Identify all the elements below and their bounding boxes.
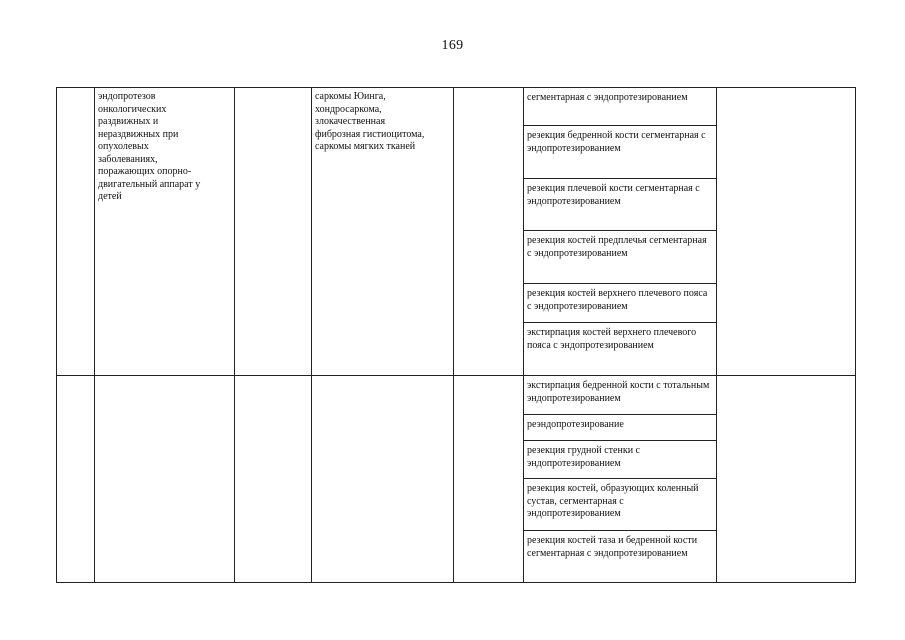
diagnosis-text: саркомы Юинга, хондросаркома, злокачественная фиброзная гистиоцитома, саркомы мягких тканей	[315, 91, 425, 152]
methods-cell	[524, 376, 717, 583]
row-number-cell	[57, 376, 95, 583]
method-item: экстирпация костей верхнего плечевого пояса с эндопротезированием	[527, 327, 697, 351]
method-item: резекция плечевой кости сегментарная с эндопротезированием	[524, 179, 716, 231]
icd-code-cell	[235, 376, 312, 583]
diagnosis-cell	[312, 88, 454, 376]
method-item: сегментарная с эндопротезированием	[524, 88, 716, 126]
method-item: экстирпация бедренной кости с тотальным эндопротезированием	[524, 376, 716, 415]
method-item: реэндопротезирование	[524, 415, 716, 441]
treatment-type-cell	[454, 88, 524, 376]
method-item: резекция костей таза и бедренной кости сегментарная с эндопротезированием	[527, 535, 698, 559]
icd-code-cell	[235, 88, 312, 376]
method-item: резекция грудной стенки с эндопротезированием	[524, 441, 716, 479]
table-row	[57, 88, 856, 376]
page-number: 169	[441, 38, 464, 53]
cost-cell	[717, 88, 856, 376]
method-item: резекция костей, образующих коленный сустав, сегментарная с эндопротезированием	[524, 479, 716, 531]
methods-cell	[524, 88, 717, 376]
procedure-group-cell	[95, 88, 235, 376]
row-number-cell	[57, 88, 95, 376]
cost-cell	[717, 376, 856, 583]
method-item: резекция костей верхнего плечевого пояса с эндопротезированием	[524, 284, 716, 323]
treatment-table	[56, 87, 856, 583]
diagnosis-cell	[312, 376, 454, 583]
treatment-type-cell	[454, 376, 524, 583]
procedure-group-text: эндопротезов онкологических раздвижных и нераздвижных при опухолевых заболеваниях, поражающих опорно- двигательный аппарат у детей	[98, 91, 201, 202]
procedure-group-text	[95, 376, 234, 379]
method-item: резекция костей предплечья сегментарная с эндопротезированием	[524, 231, 716, 284]
method-item: резекция бедренной кости сегментарная с эндопротезированием	[524, 126, 716, 179]
table-row	[57, 376, 856, 583]
procedure-group-cell	[95, 376, 235, 583]
diagnosis-text	[312, 376, 453, 379]
